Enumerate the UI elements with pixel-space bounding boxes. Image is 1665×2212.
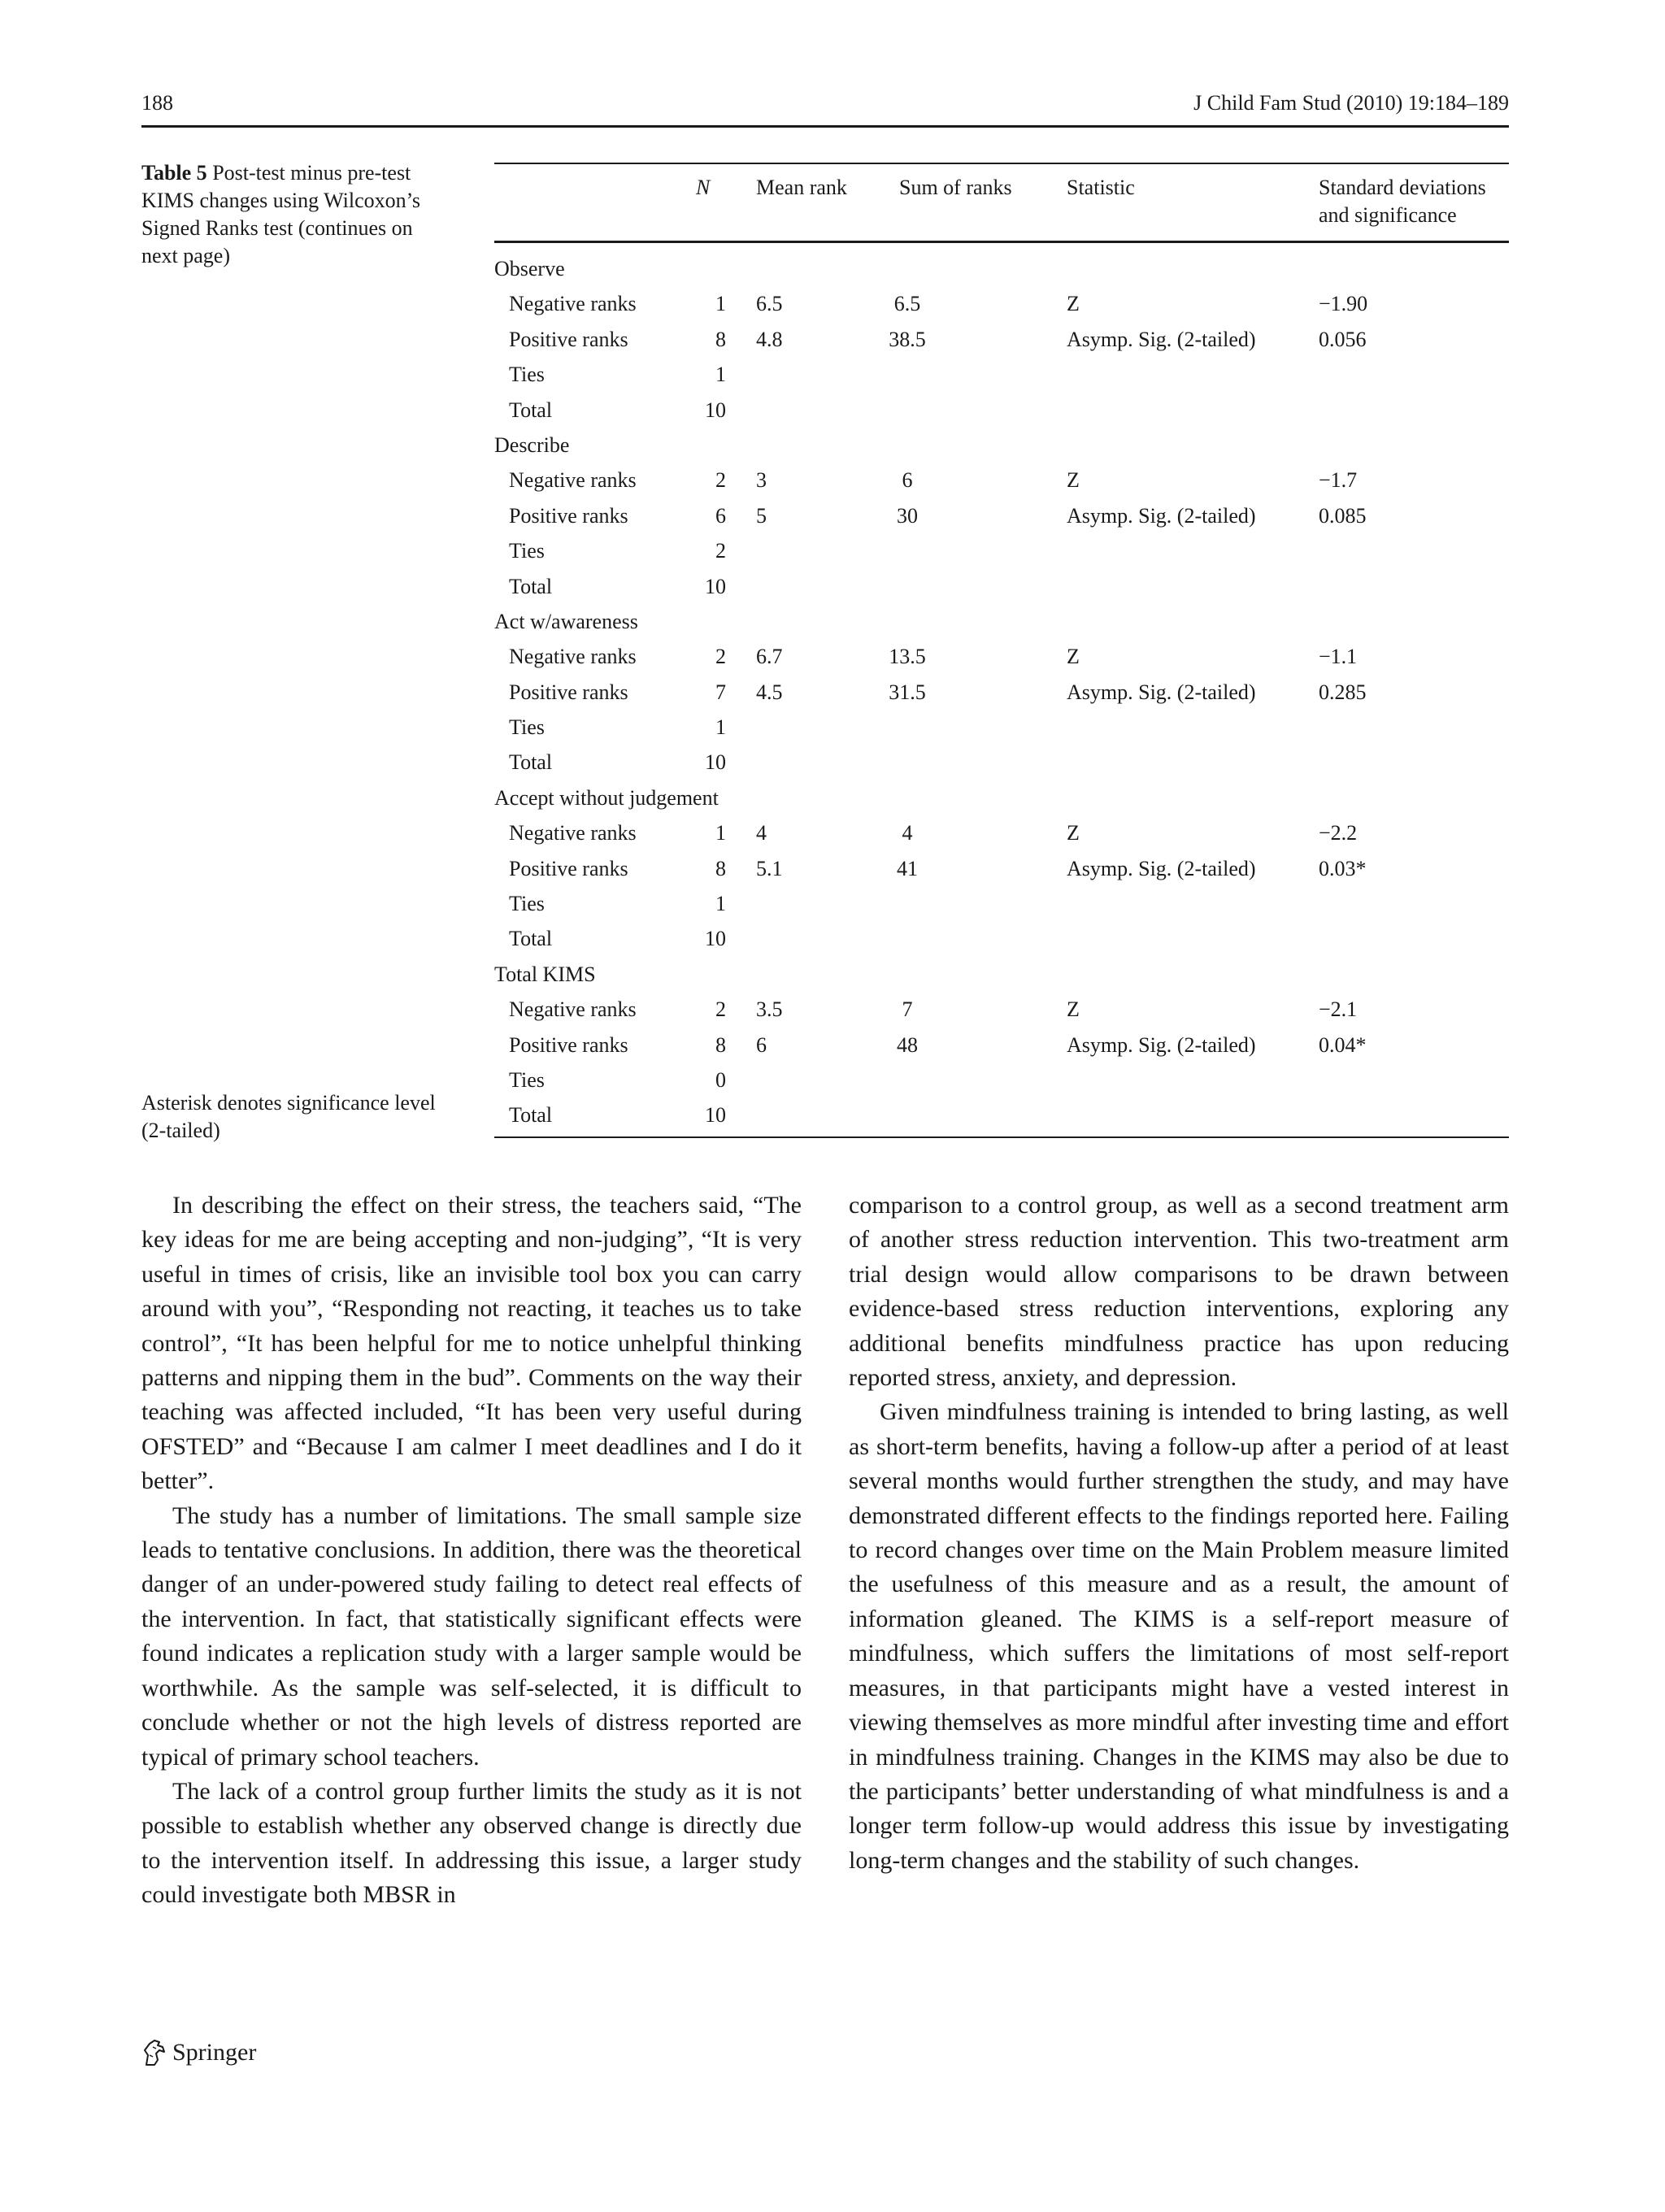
table-row bbox=[494, 1063, 1509, 1097]
cell-sd-significance: −1.1 bbox=[1319, 645, 1358, 669]
cell-label: Ties bbox=[509, 715, 545, 740]
cell-sd-significance: 0.056 bbox=[1319, 327, 1367, 351]
cell-statistic: Asymp. Sig. (2-tailed) bbox=[1067, 1032, 1256, 1057]
cell-label: Ties bbox=[509, 363, 545, 387]
cell-label: Ties bbox=[509, 539, 545, 563]
body-column-left bbox=[141, 1189, 802, 1913]
cell-n: 2 bbox=[715, 997, 726, 1022]
cell-n: 10 bbox=[705, 1103, 726, 1128]
cell-mean-rank: 6.5 bbox=[756, 292, 783, 316]
cell-n: 10 bbox=[705, 927, 726, 951]
body-paragraph: The lack of a control group further limits the study as it is not possible to establish whether any observed change is directly due to the intervention itself. In addressing this issue, a larger study could investigate both MBSR in bbox=[141, 1777, 802, 1909]
cell-sum-of-ranks: 30 bbox=[897, 503, 918, 528]
cell-n: 2 bbox=[715, 468, 726, 493]
table-row bbox=[494, 745, 1509, 780]
table-row bbox=[494, 815, 1509, 850]
table-bottom-rule bbox=[494, 1136, 1509, 1138]
cell-mean-rank: 6.7 bbox=[756, 645, 783, 669]
results-table bbox=[494, 163, 1509, 1138]
header-sum-of-ranks: Sum of ranks bbox=[899, 176, 1012, 199]
cell-sd-significance: −1.90 bbox=[1319, 292, 1368, 316]
cell-mean-rank: 3 bbox=[756, 468, 767, 493]
cell-sd-significance: 0.085 bbox=[1319, 503, 1367, 528]
cell-mean-rank: 4 bbox=[756, 821, 767, 845]
cell-mean-rank: 4.5 bbox=[756, 680, 783, 704]
header-mean-rank: Mean rank bbox=[756, 176, 847, 199]
cell-sd-significance: 0.04* bbox=[1319, 1032, 1367, 1057]
cell-label: Positive ranks bbox=[509, 680, 628, 704]
table-row bbox=[494, 921, 1509, 956]
body-paragraph: comparison to a control group, as well as a second treatment arm of another stress reduction intervention. This two-treatment arm trial design would allow comparisons to be drawn between evidence-based stress reduction interventions, exploring any additional benefits mindfulness practice has upon reducing reported stress, anxiety, and depression. bbox=[849, 1192, 1509, 1392]
cell-n: 8 bbox=[715, 856, 726, 880]
cell-label: Positive ranks bbox=[509, 1032, 628, 1057]
cell-label: Total bbox=[509, 927, 553, 951]
cell-sd-significance: 0.285 bbox=[1319, 680, 1367, 704]
header-sd-significance: Standard deviations and significance bbox=[1319, 176, 1486, 227]
cell-mean-rank: 5 bbox=[756, 503, 767, 528]
header-statistic: Statistic bbox=[1067, 176, 1135, 199]
cell-statistic: Asymp. Sig. (2-tailed) bbox=[1067, 680, 1256, 704]
cell-label: Negative ranks bbox=[509, 468, 637, 493]
table-row bbox=[494, 1097, 1509, 1132]
table-group-row bbox=[494, 251, 1509, 286]
cell-n: 1 bbox=[715, 715, 726, 740]
cell-sum-of-ranks: 6.5 bbox=[893, 292, 921, 316]
table-row bbox=[494, 851, 1509, 886]
cell-sd-significance: −2.1 bbox=[1319, 997, 1358, 1022]
cell-n: 1 bbox=[715, 821, 726, 845]
cell-statistic: Z bbox=[1067, 821, 1080, 845]
publisher-footer bbox=[141, 2039, 256, 2066]
cell-label: Positive ranks bbox=[509, 503, 628, 528]
cell-sd-significance: −2.2 bbox=[1319, 821, 1358, 845]
table-group-row bbox=[494, 604, 1509, 639]
running-header bbox=[141, 91, 1509, 115]
table-group-row bbox=[494, 428, 1509, 463]
table-body bbox=[494, 243, 1509, 1133]
cell-sd-significance: 0.03* bbox=[1319, 856, 1367, 880]
cell-n: 8 bbox=[715, 327, 726, 351]
cell-sum-of-ranks: 31.5 bbox=[889, 680, 926, 704]
cell-label: Observe bbox=[494, 257, 565, 280]
cell-mean-rank: 3.5 bbox=[756, 997, 783, 1022]
cell-label: Describe bbox=[494, 432, 570, 457]
cell-label: Negative ranks bbox=[509, 997, 637, 1022]
cell-label: Act w/awareness bbox=[494, 609, 638, 633]
table-caption-text: Post-test minus pre-test KIMS changes using Wilcoxon’s Signed Ranks test (continues on next page) bbox=[141, 161, 420, 267]
cell-label: Total KIMS bbox=[494, 962, 596, 986]
cell-mean-rank: 5.1 bbox=[756, 856, 783, 880]
table-row bbox=[494, 639, 1509, 674]
cell-statistic: Z bbox=[1067, 292, 1080, 316]
cell-n: 0 bbox=[715, 1067, 726, 1092]
cell-n: 1 bbox=[715, 363, 726, 387]
cell-label: Negative ranks bbox=[509, 821, 637, 845]
table-row bbox=[494, 498, 1509, 533]
body-paragraph: Given mindfulness training is intended to bring lasting, as well as short-term benefits, having a follow-up after a period of at least several months would further strengthen the study, and may have demonstrated different effects to the findings reported here. Failing to record changes over time on the Main Problem measure limited the usefulness of this measure and as a result, the amount of information gleaned. The KIMS is a self-report measure of mindfulness, which suffers the limitations of most self-report measures, in that participants might have a vested interest in viewing themselves as more mindful after investing time and effort in mindfulness training. Changes in the KIMS may also be due to the participants’ better understanding of what mindfulness is and a longer term follow-up would address this issue by investigating long-term changes and the stability of such changes. bbox=[849, 1398, 1509, 1874]
cell-statistic: Z bbox=[1067, 645, 1080, 669]
cell-label: Negative ranks bbox=[509, 645, 637, 669]
table-header bbox=[494, 164, 1509, 241]
cell-sum-of-ranks: 4 bbox=[902, 821, 913, 845]
table-row bbox=[494, 463, 1509, 498]
cell-n: 10 bbox=[705, 398, 726, 422]
cell-statistic: Z bbox=[1067, 468, 1080, 493]
cell-statistic: Asymp. Sig. (2-tailed) bbox=[1067, 327, 1256, 351]
table-group-row bbox=[494, 957, 1509, 992]
table-row bbox=[494, 886, 1509, 921]
table-row bbox=[494, 569, 1509, 604]
page-number: 188 bbox=[141, 91, 173, 115]
cell-sum-of-ranks: 13.5 bbox=[889, 645, 926, 669]
cell-n: 7 bbox=[715, 680, 726, 704]
cell-sum-of-ranks: 41 bbox=[897, 856, 918, 880]
cell-label: Ties bbox=[509, 892, 545, 916]
cell-n: 1 bbox=[715, 892, 726, 916]
table-footnote: Asterisk denotes significance level (2-tailed) bbox=[141, 1091, 436, 1142]
body-paragraph: In describing the effect on their stress, the teachers said, “The key ideas for me are being accepting and non-judging”, “It is very useful in times of crisis, like an invisible tool box you can carry around with you”, “Responding not reacting, it teaches us to take control”, “It has been helpful for me to notice unhelpful thinking patterns and nipping them in the bud”. Comments on the way their teaching was affected included, “It has been very useful during OFSTED” and “Because I am calmer I meet deadlines and I do it better”. bbox=[141, 1192, 802, 1495]
cell-statistic: Asymp. Sig. (2-tailed) bbox=[1067, 856, 1256, 880]
table-caption bbox=[141, 159, 442, 270]
cell-label: Ties bbox=[509, 1067, 545, 1092]
table-row bbox=[494, 322, 1509, 357]
cell-label: Negative ranks bbox=[509, 292, 637, 316]
cell-sum-of-ranks: 6 bbox=[902, 468, 913, 493]
table-row bbox=[494, 357, 1509, 392]
header-n: N bbox=[696, 176, 711, 199]
header-rule bbox=[141, 125, 1509, 128]
table-group-row bbox=[494, 780, 1509, 815]
cell-mean-rank: 4.8 bbox=[756, 327, 783, 351]
cell-label: Total bbox=[509, 1103, 553, 1128]
cell-sum-of-ranks: 7 bbox=[902, 997, 913, 1022]
cell-n: 10 bbox=[705, 574, 726, 598]
cell-n: 6 bbox=[715, 503, 726, 528]
journal-citation: J Child Fam Stud (2010) 19:184–189 bbox=[1193, 91, 1509, 115]
body-paragraph: The study has a number of limitations. The small sample size leads to tentative conclusions. In addition, there was the theoretical danger of an under-powered study failing to detect real effects of the intervention. In fact, that statistically significant effects were found indicates a replication study with a larger sample would be worthwhile. As the sample was self-selected, it is difficult to conclude whether or not the high levels of distress reported are typical of primary school teachers. bbox=[141, 1501, 802, 1771]
cell-label: Positive ranks bbox=[509, 327, 628, 351]
cell-statistic: Z bbox=[1067, 997, 1080, 1022]
cell-sd-significance: −1.7 bbox=[1319, 468, 1358, 493]
cell-sum-of-ranks: 38.5 bbox=[889, 327, 926, 351]
table-row bbox=[494, 1028, 1509, 1063]
publisher-name: Springer bbox=[172, 2039, 257, 2066]
table-caption-label: Table 5 bbox=[141, 161, 207, 185]
table-row bbox=[494, 710, 1509, 745]
cell-n: 1 bbox=[715, 292, 726, 316]
cell-label: Positive ranks bbox=[509, 856, 628, 880]
cell-label: Total bbox=[509, 574, 553, 598]
table-row bbox=[494, 393, 1509, 428]
cell-mean-rank: 6 bbox=[756, 1032, 767, 1057]
table-row bbox=[494, 675, 1509, 710]
cell-n: 2 bbox=[715, 645, 726, 669]
springer-horse-logo-icon bbox=[141, 2039, 167, 2066]
cell-n: 8 bbox=[715, 1032, 726, 1057]
table-row bbox=[494, 992, 1509, 1027]
cell-n: 10 bbox=[705, 750, 726, 775]
cell-n: 2 bbox=[715, 539, 726, 563]
cell-statistic: Asymp. Sig. (2-tailed) bbox=[1067, 503, 1256, 528]
cell-sum-of-ranks: 48 bbox=[897, 1032, 918, 1057]
table-row bbox=[494, 533, 1509, 568]
cell-label: Total bbox=[509, 750, 553, 775]
table-row bbox=[494, 286, 1509, 321]
body-column-right bbox=[849, 1189, 1509, 1878]
cell-label: Accept without judgement bbox=[494, 785, 719, 810]
cell-label: Total bbox=[509, 398, 553, 422]
